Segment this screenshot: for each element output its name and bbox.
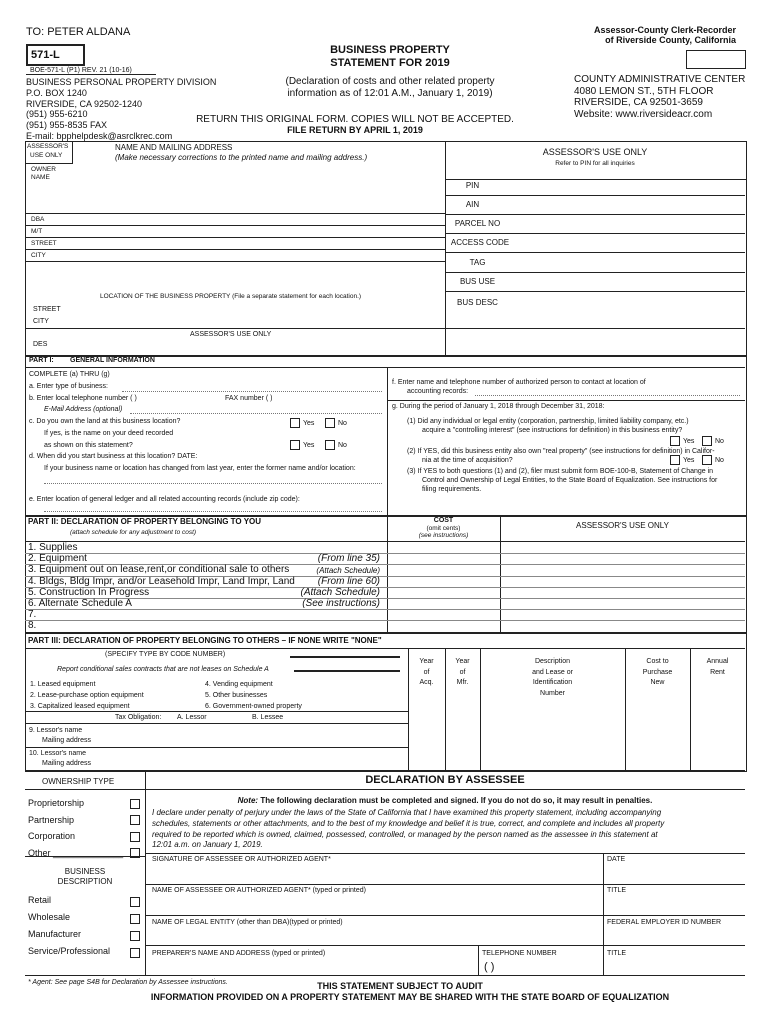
real-property-q: (2) If YES, did this business entity also own "real property" (see instructions for definition) in Califor- [407, 448, 715, 455]
declaration-text [152, 808, 664, 851]
boe-100b-note-2: Control and Ownership of Legal Entities, to the State Board of Equalization. See instructions for [422, 477, 718, 484]
fax-label: FAX number ( ) [225, 395, 273, 402]
checkbox[interactable] [130, 914, 140, 924]
form-number: 571-L [26, 44, 85, 66]
as-shown-no[interactable] [325, 440, 347, 450]
period-label: g. During the period of January 1, 2018 through December 31, 2018: [392, 403, 605, 410]
ledger-label: e. Enter location of general ledger and all related accounting records (include zip code): [29, 496, 300, 503]
col-header: Number [540, 689, 565, 697]
part2-row-note: (Attach Schedule) [300, 587, 380, 598]
declaration-line: 12:01 a.m. on January 1, 2019. [152, 840, 263, 850]
g1-yes[interactable] [670, 436, 694, 446]
title-label: TITLE [607, 887, 627, 894]
checkbox[interactable] [290, 418, 300, 428]
see-instructions: (see instructions) [418, 532, 469, 539]
no-label: No [715, 456, 724, 464]
own-land-no[interactable] [325, 418, 347, 428]
tag-label: TAG [469, 258, 486, 267]
business-desc-option: Manufacturer [28, 929, 82, 939]
part2-row-label: 7. [28, 609, 37, 620]
telephone-label: TELEPHONE NUMBER [482, 950, 557, 957]
yes-label: Yes [683, 456, 695, 464]
name-agent-label [152, 887, 366, 894]
boe-100b-note: (3) If YES to both questions (1) and (2), filer must submit form BOE-100-B, Statement of Change in [407, 468, 714, 475]
division-line: (951) 955-8535 FAX [26, 120, 108, 131]
col-header: Year [419, 658, 434, 665]
division-line: RIVERSIDE, CA 92502-1240 [26, 98, 143, 109]
checkbox[interactable] [702, 455, 712, 465]
code-item: 4. Vending equipment [205, 681, 273, 688]
part2-row-label: 5. Construction In Progress [28, 587, 150, 598]
center-line: RIVERSIDE, CA 92501-3659 [574, 97, 703, 108]
checkbox[interactable] [702, 436, 712, 446]
declaration-note [145, 796, 745, 805]
complete-label: COMPLETE (a) THRU (g) [29, 371, 110, 378]
title-line-1: BUSINESS PROPERTY [330, 44, 450, 56]
fein-label: FEDERAL EMPLOYER ID NUMBER [607, 919, 722, 926]
business-desc-option: Retail [28, 895, 52, 905]
ownership-option: Partnership [28, 814, 75, 825]
email-line: E-mail: bpphelpdesk@asrclkrec.com [26, 130, 173, 141]
street-label: STREET [31, 240, 57, 247]
ownership-option: Other ______________ [28, 847, 124, 858]
make-corrections-label: (Make necessary corrections to the printed name and mailing address.) [115, 153, 368, 162]
title2-label: TITLE [607, 950, 627, 957]
lessee-option[interactable]: B. Lessee [252, 714, 284, 721]
codes-right [205, 679, 302, 712]
col-rent [690, 657, 745, 678]
col-header: New [650, 679, 665, 686]
start-date-label: d. When did you start business at this location? DATE: [29, 453, 198, 460]
business-type-label: a. Enter type of business: [29, 383, 108, 390]
checkbox[interactable] [325, 418, 335, 428]
part2-attach: (attach schedule for any adjustment to cost) [70, 529, 197, 536]
col-header: Description [534, 658, 570, 665]
business-desc-heading: BUSINESS [64, 867, 106, 876]
ownership-heading: OWNERSHIP TYPE [42, 777, 115, 786]
preparer-label: PREPARER'S NAME AND ADDRESS (typed or printed) [152, 950, 326, 957]
boe-100b-note-3: filing requirements. [422, 486, 482, 493]
lessor-9-name: 9. Lessor's name [29, 727, 83, 734]
codes-left [30, 679, 144, 712]
assessor-county: of Riverside County, California [605, 35, 736, 45]
omit-cents: (omit cents) [426, 525, 461, 532]
ownership-option: Corporation [28, 831, 76, 841]
division-line: P.O. BOX 1240 [26, 87, 87, 98]
file-by: FILE RETURN BY APRIL 1, 2019 [287, 125, 423, 135]
legal-entity-label: NAME OF LEGAL ENTITY (other than DBA)(typed or printed) [152, 919, 343, 926]
bus-desc-label: BUS DESC [457, 298, 498, 307]
no-label: No [715, 437, 724, 445]
note-label: Note: [237, 796, 259, 805]
subtitle-1: (Declaration of costs and other related property [285, 76, 495, 87]
part2-heading: PART II: DECLARATION OF PROPERTY BELONGING TO YOU [28, 517, 262, 526]
lessor-option[interactable]: A. Lessor [177, 714, 207, 721]
part2-assessor-use: ASSESSOR'S USE ONLY [576, 521, 669, 530]
lessor-10-address: Mailing address [42, 760, 92, 767]
declaration-line: schedules, statements or other attachments, and to the best of my knowledge and belief it is true, correct, and complete and includes all property [152, 818, 665, 828]
g1-no[interactable] [702, 436, 724, 446]
col-header: Cost to [646, 658, 669, 665]
part2-row-label: 4. Bldgs, Bldg Impr, and/or Leasehold Impr, Land Impr, Land [28, 576, 295, 587]
no-label: No [338, 419, 347, 427]
form-code: BOE-571-L (P1) REV. 21 (10-16) [30, 67, 132, 74]
city-label: CITY [31, 252, 46, 259]
col-header: Rent [710, 668, 725, 676]
note-text: The following declaration must be completed and signed. If you do not do so, it may result in penalties. [260, 796, 653, 805]
checkbox[interactable] [670, 436, 680, 446]
declaration-line: I declare under penalty of perjury under the laws of the State of California that I have examined this property statement, including accompanying [152, 808, 662, 817]
code-item: 6. Government-owned property [205, 703, 302, 710]
controlling-interest-q-2: acquire a "controlling interest" (see instructions for definition) in this business entity? [422, 427, 683, 434]
shared-notice: INFORMATION PROVIDED ON A PROPERTY STATEMENT MAY BE SHARED WITH THE STATE BOARD OF EQUALIZATION [150, 992, 670, 1002]
business-desc-heading: DESCRIPTION [57, 877, 113, 886]
subtitle-2: information as of 12:01 A.M., January 1, 2019) [287, 88, 493, 99]
owner-label: NAME [31, 174, 50, 181]
lessor-9-address: Mailing address [42, 737, 92, 744]
declaration-line: required to be reported which is owned, claimed, possessed, controlled, or managed by the person named as the assessee in this statement at [152, 829, 658, 839]
dba-label: DBA [31, 216, 45, 223]
division-line: BUSINESS PERSONAL PROPERTY DIVISION [26, 77, 217, 87]
yes-label: Yes [303, 419, 315, 427]
declaration-heading: DECLARATION BY ASSESSEE [365, 774, 525, 786]
yes-label: Yes [303, 441, 315, 449]
part2-row-note: (Attach Schedule) [316, 566, 380, 575]
col-header: of [423, 668, 430, 676]
contact-label-2: accounting records: [407, 388, 469, 395]
refer-pin: Refer to PIN for all inquiries [555, 160, 635, 167]
col-header: Identification [532, 679, 573, 686]
center-line: 4080 LEMON ST., 5TH FLOOR [574, 85, 714, 97]
website-line: Website: www.riversideacr.com [574, 108, 713, 120]
part2-row-label: 2. Equipment [28, 553, 87, 564]
part2-row-note: (See instructions) [302, 598, 380, 609]
col-cost [625, 657, 690, 689]
subject-audit: THIS STATEMENT SUBJECT TO AUDIT [317, 981, 483, 991]
assessor-title: Assessor-County Clerk-Recorder [593, 25, 736, 35]
ain-label: AIN [465, 200, 480, 209]
barcode-box [686, 50, 746, 69]
part2-row-label: 3. Equipment out on lease,rent,or conditional sale to others [28, 564, 290, 575]
col-header: Annual [706, 658, 729, 665]
deed-label: If yes, is the name on your deed recorded [44, 430, 174, 437]
contact-label: f. Enter name and telephone number of authorized person to contact at location of [392, 379, 646, 386]
name-mailing-label: NAME AND MAILING ADDRESS [115, 143, 233, 152]
business-desc-option: Service/Professional [28, 946, 111, 956]
parcel-label: PARCEL NO [454, 219, 501, 228]
assessor-use-header: ASSESSOR'S USE ONLY [542, 147, 648, 157]
phone-parens: ( ) [484, 961, 495, 973]
former-name-label: If your business name or location has changed from last year, enter the former name and/or location: [44, 465, 356, 472]
title-line-2: STATEMENT FOR 2019 [330, 57, 450, 69]
col-header: and Lease or [532, 668, 573, 676]
part1-num: PART I: [29, 357, 54, 364]
col-header: Year [455, 658, 470, 665]
g2-no[interactable] [702, 455, 724, 465]
business-desc-checkboxes [130, 893, 143, 961]
assessor-use-label: USE ONLY [30, 152, 63, 159]
ownership-checkboxes [130, 796, 143, 862]
own-land-yes[interactable] [290, 418, 314, 428]
name-agent-text: NAME OF ASSESSEE OR AUTHORIZED AGENT* (typed or printed) [152, 887, 366, 894]
return-notice: RETURN THIS ORIGINAL FORM. COPIES WILL NOT BE ACCEPTED. [196, 114, 514, 125]
part2-row-note: (From line 35) [317, 553, 380, 564]
controlling-interest-q: (1) Did any individual or legal entity (corporation, partnership, limited liability company, etc.) [407, 418, 689, 425]
division-address [26, 77, 216, 142]
ownership-types [28, 795, 123, 861]
real-property-q-2: nia at the time of acquisition? [422, 457, 513, 464]
col-header: Purchase [642, 668, 673, 676]
checkbox[interactable] [325, 440, 335, 450]
checkbox[interactable] [130, 931, 140, 941]
col-header: Mfr. [456, 679, 469, 686]
col-header: Acq. [419, 679, 434, 686]
part2-row-label: 6. Alternate Schedule A [28, 598, 132, 609]
checkbox[interactable] [670, 455, 680, 465]
as-shown-yes[interactable] [290, 440, 314, 450]
phone-label: b. Enter local telephone number ( ) [29, 395, 137, 402]
owner-label: OWNER [31, 166, 56, 173]
yes-label: Yes [683, 437, 695, 445]
assessor-use-label: ASSESSOR'S [27, 143, 69, 150]
agent-note: * Agent: See page S4B for Declaration by Assessee instructions. [28, 979, 228, 986]
des-header: ASSESSOR'S USE ONLY [190, 331, 272, 338]
part2-row-label: 8. [28, 620, 37, 631]
mt-label: M/T [31, 228, 43, 235]
access-code-label: ACCESS CODE [450, 238, 510, 247]
code-item: 3. Capitalized leased equipment [30, 703, 130, 710]
center-address [574, 74, 745, 120]
g2-yes[interactable] [670, 455, 694, 465]
location-street: STREET [33, 306, 61, 313]
checkbox[interactable] [130, 832, 140, 842]
checkbox[interactable] [130, 948, 140, 958]
des-label: DES [33, 341, 48, 348]
col-year-mfr [445, 657, 480, 689]
part2-row-label: 1. Supplies [28, 542, 78, 553]
checkbox[interactable] [130, 897, 140, 907]
cost-header: COST [433, 517, 454, 524]
pin-label: PIN [465, 181, 480, 190]
part2-row-note: (From line 60) [317, 576, 380, 587]
report-label: Report conditional sales contracts that are not leases on Schedule A [57, 666, 269, 673]
signature-label: SIGNATURE OF ASSESSEE OR AUTHORIZED AGENT* [152, 856, 331, 863]
code-item: 5. Other businesses [205, 692, 268, 699]
as-shown-label: as shown on this statement? [44, 442, 133, 449]
col-year-acq [408, 657, 445, 689]
col-description [480, 657, 625, 699]
business-desc-option: Wholesale [28, 912, 71, 922]
col-header: of [459, 668, 466, 676]
location-label: LOCATION OF THE BUSINESS PROPERTY (File a separate statement for each location.) [100, 293, 362, 300]
center-line: COUNTY ADMINISTRATIVE CENTER [574, 74, 746, 85]
checkbox[interactable] [130, 815, 140, 825]
code-item: 2. Lease-purchase option equipment [30, 692, 144, 699]
lessor-10-name: 10. Lessor's name [29, 750, 86, 757]
part1-heading: GENERAL INFORMATION [70, 357, 155, 364]
checkbox[interactable] [290, 440, 300, 450]
part3-heading: PART III: DECLARATION OF PROPERTY BELONGING TO OTHERS – IF NONE WRITE "NONE" [28, 636, 382, 645]
location-city: CITY [33, 318, 49, 325]
no-label: No [338, 441, 347, 449]
bus-use-label: BUS USE [459, 277, 496, 286]
ownership-option: Proprietorship [28, 798, 85, 808]
division-line: (951) 955-6210 [26, 109, 88, 120]
business-descs [28, 892, 110, 960]
email-label: E-Mail Address (optional) [44, 406, 123, 413]
to-line: TO: PETER ALDANA [26, 26, 131, 38]
checkbox[interactable] [130, 799, 140, 809]
code-item: 1. Leased equipment [30, 681, 96, 688]
specify-label: (SPECIFY TYPE BY CODE NUMBER) [105, 651, 226, 658]
own-land-label: c. Do you own the land at this business location? [29, 418, 181, 425]
date-label: DATE [607, 856, 626, 863]
tax-obligation: Tax Obligation: [115, 714, 162, 721]
